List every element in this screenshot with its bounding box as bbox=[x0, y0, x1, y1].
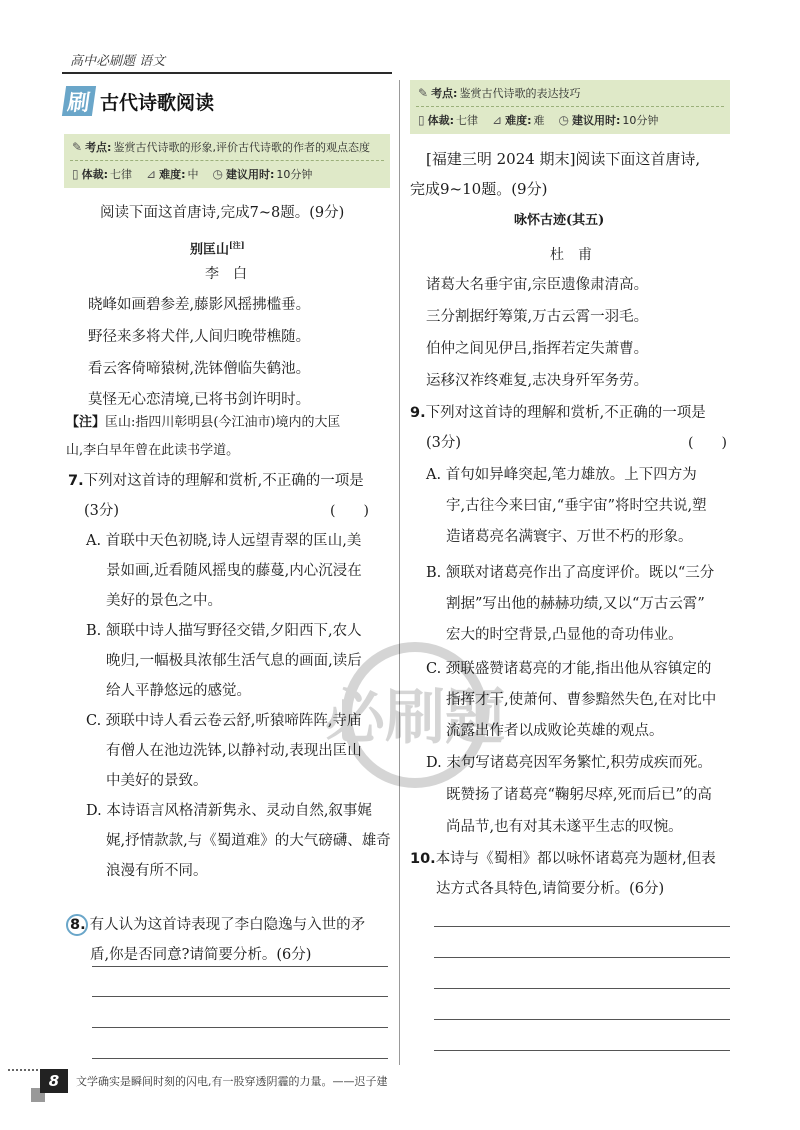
kaodian-content: 鉴赏古代诗歌的形象,评价古代诗歌的作者的观点态度 bbox=[113, 141, 370, 154]
q7-option-c: C. 颈联中诗人看云卷云舒,听猿啼阵阵,寺庙 bbox=[86, 713, 362, 729]
right-intro-cont: 完成9~10题。(9分) bbox=[410, 180, 548, 198]
q9-option-b-cont: 宏大的时空背景,凸显他的奇功伟业。 bbox=[446, 627, 683, 643]
q7-option-a: A. 首联中天色初晓,诗人远望青翠的匡山,美 bbox=[86, 533, 362, 549]
page-number: 8 bbox=[40, 1069, 68, 1093]
genre-label: 体裁: bbox=[427, 114, 455, 127]
q9-option-a-cont: 宇,古往今来曰宙,“垂宇宙”将时空共说,塑 bbox=[446, 498, 707, 514]
difficulty-label: 难度: bbox=[505, 114, 532, 127]
footer-quote: 文学确实是瞬间时刻的闪电,有一股穿透阴霾的力量。——迟子建 bbox=[76, 1075, 388, 1088]
left-poem-line: 看云客倚啼猿树,洗钵僧临失鹤池。 bbox=[88, 361, 311, 377]
q8-stem-cont: 盾,你是否同意?请简要分析。(6分) bbox=[90, 947, 312, 963]
q8-number: 8. bbox=[70, 917, 86, 933]
q10-stem-cont: 达方式各具特色,请简要分析。(6分) bbox=[436, 881, 665, 897]
q10-answer-line[interactable] bbox=[434, 988, 730, 989]
q7-points: (3分) bbox=[84, 503, 120, 519]
left-kaodian-row bbox=[64, 134, 390, 160]
watermark-text: 必刷题 bbox=[325, 683, 505, 753]
clock-icon: ◷ bbox=[558, 113, 569, 127]
q10-answer-line[interactable] bbox=[434, 926, 730, 927]
right-kaodian-row bbox=[410, 80, 730, 106]
left-poem-line: 莫怪无心恋清境,已将书剑许明时。 bbox=[88, 392, 311, 408]
kaodian-content: 鉴赏古代诗歌的表达技巧 bbox=[459, 87, 581, 100]
q9-option-d: D. 末句写诸葛亮因军务繁忙,积劳成疾而死。 bbox=[426, 755, 712, 771]
q9-stem: 9.下列对这首诗的理解和赏析,不正确的一项是 bbox=[410, 405, 706, 421]
right-poem-title: 咏怀古迹(其五) bbox=[514, 213, 605, 228]
right-intro: [福建三明 2024 期末]阅读下面这首唐诗, bbox=[426, 150, 701, 168]
right-poem-line: 运移汉祚终难复,志决身歼军务劳。 bbox=[426, 373, 649, 389]
q9-option-c-cont: 流露出作者以成败论英雄的观点。 bbox=[446, 723, 664, 739]
q7-option-a-cont: 景如画,近看随风摇曳的藤蔓,内心沉浸在 bbox=[106, 563, 362, 579]
q9-option-b-cont: 割据”写出他的赫赫功绩,又以“万古云霄” bbox=[446, 596, 705, 612]
q9-number: 9. bbox=[410, 405, 426, 421]
q7-stem: 7.下列对这首诗的理解和赏析,不正确的一项是 bbox=[68, 473, 364, 489]
q8-answer-line[interactable] bbox=[92, 1027, 388, 1028]
q10-number: 10. bbox=[410, 851, 436, 867]
q10-stem: 10.本诗与《蜀相》都以咏怀诸葛亮为题材,但表 bbox=[410, 851, 716, 867]
section-title-text: 古代诗歌阅读 bbox=[100, 91, 215, 114]
left-kaodian-box bbox=[64, 134, 390, 188]
q10-answer-line[interactable] bbox=[434, 1050, 730, 1051]
left-intro: 阅读下面这首唐诗,完成7~8题。(9分) bbox=[100, 205, 345, 221]
q8-answer-line[interactable] bbox=[92, 966, 388, 967]
footer-dots bbox=[8, 1069, 38, 1071]
left-poem-line: 晓峰如画碧参差,藤影风摇拂槛垂。 bbox=[88, 297, 311, 313]
q7-option-a-cont: 美好的景色之中。 bbox=[106, 593, 222, 609]
difficulty-value: 难 bbox=[533, 114, 545, 127]
difficulty-icon: ⊿ bbox=[146, 167, 157, 181]
q9-option-d-cont: 既赞扬了诸葛亮“鞠躬尽瘁,死而后已”的高 bbox=[446, 787, 712, 803]
right-poem-author: 杜 甫 bbox=[550, 247, 592, 263]
poem-note: 【注】匡山:指四川彰明县(今江油市)境内的大匡 bbox=[66, 415, 341, 430]
section-title bbox=[64, 86, 214, 116]
clock-icon: ◷ bbox=[212, 167, 223, 181]
q8-stem: 8. 有人认为这首诗表现了李白隐逸与入世的矛 bbox=[70, 917, 366, 933]
time-label: 建议用时: bbox=[571, 114, 621, 127]
header-rule bbox=[62, 72, 392, 74]
poem-note-mark: [注] bbox=[229, 240, 245, 250]
book-header: 高中必刷题 语文 bbox=[70, 54, 166, 69]
q7-option-b-cont: 给人平静悠远的感觉。 bbox=[106, 683, 251, 699]
time-value: 10分钟 bbox=[622, 114, 659, 127]
genre-value: 七律 bbox=[110, 168, 133, 181]
q7-option-c-cont: 中美好的景致。 bbox=[106, 773, 208, 789]
q8-answer-line[interactable] bbox=[92, 996, 388, 997]
right-poem-line: 伯仲之间见伊吕,指挥若定失萧曹。 bbox=[426, 341, 649, 357]
kaodian-icon: ✎ bbox=[418, 86, 429, 100]
q10-answer-line[interactable] bbox=[434, 1019, 730, 1020]
genre-value: 七律 bbox=[456, 114, 479, 127]
q9-option-a-cont: 造诸葛亮名满寰宇、万世不朽的形象。 bbox=[446, 529, 693, 545]
q8-answer-line[interactable] bbox=[92, 1058, 388, 1059]
note-label: 【注】 bbox=[66, 415, 106, 430]
right-poem-line: 诸葛大名垂宇宙,宗臣遗像肃清高。 bbox=[426, 277, 649, 293]
right-kaodian-box bbox=[410, 80, 730, 134]
right-poem-line: 三分割据纡筹策,万古云霄一羽毛。 bbox=[426, 309, 649, 325]
q9-option-c-cont: 指挥才干,使萧何、曹参黯然失色,在对比中 bbox=[446, 692, 717, 708]
genre-icon: ▯ bbox=[72, 167, 79, 181]
genre-icon: ▯ bbox=[418, 113, 425, 127]
q7-answer-blank[interactable]: ( ) bbox=[330, 503, 369, 519]
column-divider bbox=[399, 80, 400, 1065]
time-label: 建议用时: bbox=[225, 168, 275, 181]
q10-answer-line[interactable] bbox=[434, 957, 730, 958]
left-poem-author: 李 白 bbox=[205, 266, 247, 282]
left-meta-row bbox=[64, 161, 390, 187]
q7-option-d: D. 本诗语言风格清新隽永、灵动自然,叙事娓 bbox=[86, 803, 372, 819]
q7-option-d-cont: 浪漫有所不同。 bbox=[106, 863, 208, 879]
q7-option-b-cont: 晚归,一幅极具浓郁生活气息的画面,读后 bbox=[106, 653, 362, 669]
kaodian-label: 考点: bbox=[85, 141, 112, 154]
q7-option-d-cont: 娓,抒情款款,与《蜀道难》的大气磅礴、雄奇 bbox=[106, 833, 391, 849]
time-value: 10分钟 bbox=[276, 168, 313, 181]
q9-option-c: C. 颈联盛赞诸葛亮的才能,指出他从容镇定的 bbox=[426, 661, 712, 677]
q9-option-a: A. 首句如异峰突起,笔力雄放。上下四方为 bbox=[426, 467, 697, 483]
q9-option-b: B. 颔联对诸葛亮作出了高度评价。既以“三分 bbox=[426, 565, 715, 581]
q9-option-d-cont: 尚品节,也有对其未遂平生志的叹惋。 bbox=[446, 819, 683, 835]
q7-option-c-cont: 有僧人在池边洗钵,以静衬动,表现出匡山 bbox=[106, 743, 362, 759]
left-poem-title: 别匡山[注] bbox=[190, 240, 245, 258]
difficulty-value: 中 bbox=[187, 168, 199, 181]
q9-points: (3分) bbox=[426, 435, 462, 451]
q7-option-b: B. 颔联中诗人描写野径交错,夕阳西下,农人 bbox=[86, 623, 362, 639]
poem-note-line: 山,李白早年曾在此读书学道。 bbox=[66, 443, 240, 458]
difficulty-icon: ⊿ bbox=[492, 113, 503, 127]
left-poem-line: 野径来多将犬伴,人间归晚带樵随。 bbox=[88, 329, 311, 345]
q7-number: 7. bbox=[68, 473, 84, 489]
section-mark-icon: 刷 bbox=[62, 86, 96, 116]
right-meta-row bbox=[410, 107, 730, 133]
q9-answer-blank[interactable]: ( ) bbox=[688, 435, 727, 451]
kaodian-label: 考点: bbox=[431, 87, 458, 100]
kaodian-icon: ✎ bbox=[72, 140, 83, 154]
genre-label: 体裁: bbox=[81, 168, 109, 181]
difficulty-label: 难度: bbox=[159, 168, 186, 181]
